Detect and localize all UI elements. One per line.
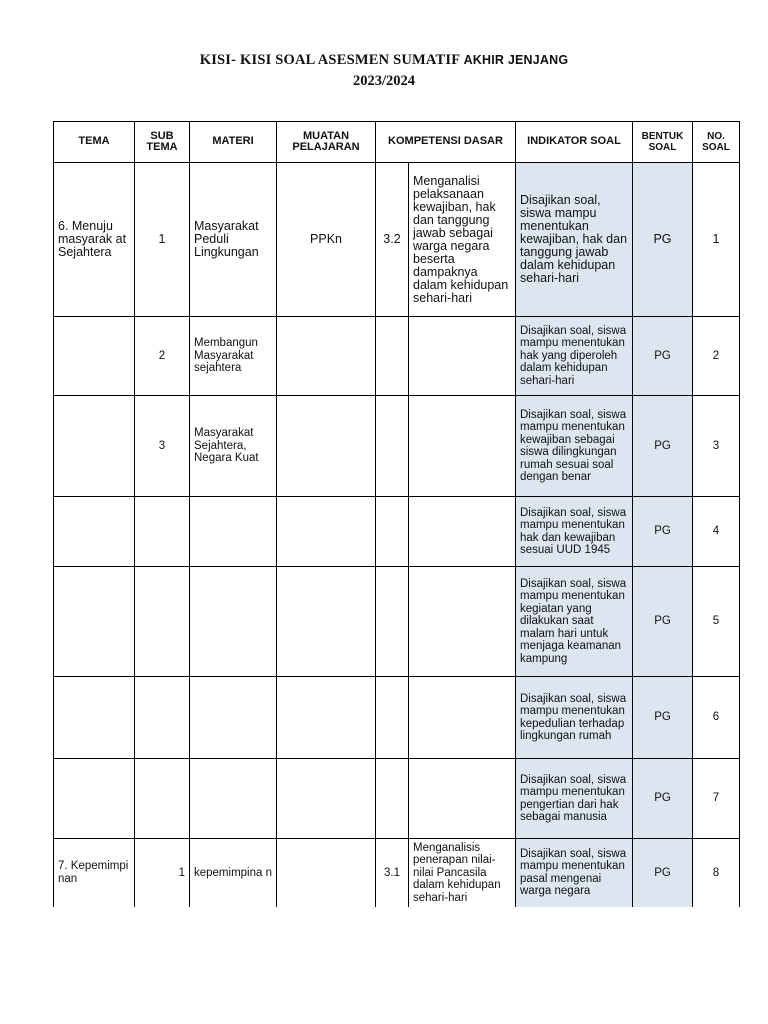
cell-bentuk: PG	[633, 396, 693, 497]
cell-kd-number	[376, 567, 409, 677]
cell-muatan: PPKn	[277, 163, 376, 317]
cell-no-soal: 4	[693, 497, 740, 567]
cell-kd-number	[376, 497, 409, 567]
cell-bentuk: PG	[633, 567, 693, 677]
cell-sub-tema: 1	[135, 163, 190, 317]
cell-indikator: Disajikan soal, siswa mampu menentukan pasal mengenai warga negara	[516, 839, 633, 907]
cell-indikator: Disajikan soal, siswa mampu menentukan kepedulian terhadap lingkungan rumah	[516, 677, 633, 759]
cell-sub-tema	[135, 759, 190, 839]
cell-tema	[54, 677, 135, 759]
cell-bentuk: PG	[633, 317, 693, 396]
cell-kd-number	[376, 317, 409, 396]
cell-indikator: Disajikan soal, siswa mampu menentukan kewajiban, hak dan tanggung jawab dalam kehidupan sehari-hari	[516, 163, 633, 317]
cell-materi	[190, 759, 277, 839]
table-row	[54, 677, 740, 759]
cell-indikator: Disajikan soal, siswa mampu menentukan hak yang diperoleh dalam kehidupan sehari-hari	[516, 317, 633, 396]
cell-tema	[54, 759, 135, 839]
table-row	[54, 759, 740, 839]
cell-kd-number	[376, 759, 409, 839]
cell-no-soal: 6	[693, 677, 740, 759]
cell-kd-text	[409, 677, 516, 759]
kisi-kisi-table	[53, 121, 740, 907]
cell-indikator: Disajikan soal, siswa mampu menentukan hak dan kewajiban sesuai UUD 1945	[516, 497, 633, 567]
cell-kd-text: Menganalisis penerapan nilai-nilai Pancasila dalam kehidupan sehari-hari	[409, 839, 516, 907]
cell-indikator: Disajikan soal, siswa mampu menentukan kegiatan yang dilakukan saat malam hari untuk menjaga keamanan kampung	[516, 567, 633, 677]
table-row	[54, 317, 740, 396]
document-year: 2023/2024	[352, 73, 416, 89]
cell-materi: Masyarakat Sejahtera, Negara Kuat	[190, 396, 277, 497]
header-bentuk: BENTUK SOAL	[633, 122, 693, 163]
cell-indikator: Disajikan soal, siswa mampu menentukan kewajiban sebagai siswa dilingkungan rumah sesuai soal dengan benar	[516, 396, 633, 497]
cell-kd-number: 3.2	[376, 163, 409, 317]
header-materi: MATERI	[190, 122, 277, 163]
cell-kd-text	[409, 759, 516, 839]
cell-no-soal: 7	[693, 759, 740, 839]
table-row	[54, 163, 740, 317]
table-row	[54, 839, 740, 907]
cell-sub-tema	[135, 567, 190, 677]
header-row	[54, 122, 740, 163]
cell-bentuk: PG	[633, 677, 693, 759]
document-title	[0, 52, 768, 69]
header-muatan: MUATAN PELAJARAN	[277, 122, 376, 163]
cell-muatan	[277, 396, 376, 497]
header-indikator: INDIKATOR SOAL	[516, 122, 633, 163]
cell-materi: Masyarakat Peduli Lingkungan	[190, 163, 277, 317]
cell-materi	[190, 567, 277, 677]
cell-muatan	[277, 567, 376, 677]
cell-sub-tema: 3	[135, 396, 190, 497]
cell-kd-number: 3.1	[376, 839, 409, 907]
cell-tema	[54, 567, 135, 677]
cell-kd-number	[376, 677, 409, 759]
cell-muatan	[277, 317, 376, 396]
cell-kd-number	[376, 396, 409, 497]
header-tema: TEMA	[54, 122, 135, 163]
document-title-main: KISI- KISI SOAL ASESMEN SUMATIF	[199, 52, 460, 68]
cell-kd-text	[409, 317, 516, 396]
cell-bentuk: PG	[633, 759, 693, 839]
cell-sub-tema: 2	[135, 317, 190, 396]
cell-tema	[54, 396, 135, 497]
table-row	[54, 497, 740, 567]
cell-bentuk: PG	[633, 839, 693, 907]
cell-materi: kepemimpina n	[190, 839, 277, 907]
cell-tema: 6. Menuju masyarak at Sejahtera	[54, 163, 135, 317]
cell-sub-tema	[135, 497, 190, 567]
cell-muatan	[277, 677, 376, 759]
cell-tema: 7. Kepemimpi nan	[54, 839, 135, 907]
cell-bentuk: PG	[633, 497, 693, 567]
cell-sub-tema	[135, 677, 190, 759]
table-row	[54, 567, 740, 677]
cell-no-soal: 5	[693, 567, 740, 677]
cell-materi: Membangun Masyarakat sejahtera	[190, 317, 277, 396]
cell-bentuk: PG	[633, 163, 693, 317]
document-title-suffix: AKHIR JENJANG	[463, 53, 569, 67]
cell-muatan	[277, 759, 376, 839]
header-sub-tema: SUB TEMA	[135, 122, 190, 163]
cell-indikator: Disajikan soal, siswa mampu menentukan pengertian dari hak sebagai manusia	[516, 759, 633, 839]
header-kompetensi-dasar: KOMPETENSI DASAR	[376, 122, 516, 163]
table-row	[54, 396, 740, 497]
cell-kd-text	[409, 497, 516, 567]
cell-muatan	[277, 497, 376, 567]
cell-muatan	[277, 839, 376, 907]
cell-tema	[54, 317, 135, 396]
cell-materi	[190, 677, 277, 759]
cell-kd-text	[409, 567, 516, 677]
cell-kd-text	[409, 396, 516, 497]
cell-no-soal: 2	[693, 317, 740, 396]
cell-sub-tema: 1	[135, 839, 190, 907]
cell-tema	[54, 497, 135, 567]
cell-materi	[190, 497, 277, 567]
header-no-soal: NO. SOAL	[693, 122, 740, 163]
cell-no-soal: 8	[693, 839, 740, 907]
cell-no-soal: 1	[693, 163, 740, 317]
cell-no-soal: 3	[693, 396, 740, 497]
cell-kd-text: Menganalisi pelaksanaan kewajiban, hak dan tanggung jawab sebagai warga negara beserta dampaknya dalam kehidupan sehari-hari	[409, 163, 516, 317]
